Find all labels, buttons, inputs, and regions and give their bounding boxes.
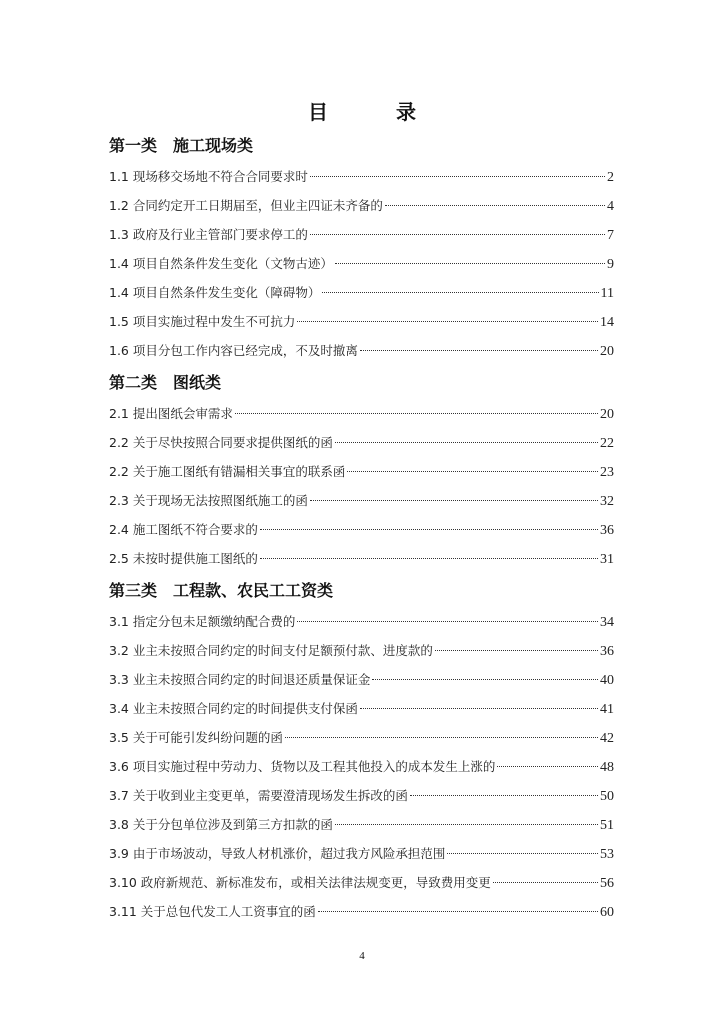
toc-entry-page: 48 — [600, 760, 614, 775]
table-of-contents — [109, 130, 614, 926]
toc-entry[interactable] — [109, 665, 614, 694]
toc-entry[interactable] — [109, 486, 614, 515]
toc-entry-label: 2.3 关于现场无法按照图纸施工的函 — [109, 493, 308, 508]
dot-leader — [335, 824, 598, 825]
toc-entry[interactable] — [109, 249, 614, 278]
dot-leader — [260, 558, 598, 559]
toc-entry-label: 3.6 项目实施过程中劳动力、货物以及工程其他投入的成本发生上涨的 — [109, 759, 496, 774]
dot-leader — [410, 795, 598, 796]
toc-entry-page: 40 — [600, 673, 614, 688]
toc-entry-label: 3.7 关于收到业主变更单，需要澄清现场发生拆改的函 — [109, 788, 408, 803]
toc-entry[interactable] — [109, 636, 614, 665]
toc-entry-label: 3.11 关于总包代发工人工资事宜的函 — [109, 904, 316, 919]
toc-entry-label: 3.1 指定分包未足额缴纳配合费的 — [109, 614, 296, 629]
dot-leader — [318, 911, 598, 912]
toc-entry-page: 36 — [600, 644, 614, 659]
toc-entry-label: 2.2 关于施工图纸有错漏相关事宜的联系函 — [109, 464, 346, 479]
toc-entry[interactable] — [109, 278, 614, 307]
toc-entry-page: 23 — [600, 465, 614, 480]
toc-section — [109, 575, 614, 926]
toc-entry-page: 50 — [600, 789, 614, 804]
toc-entry-page: 42 — [600, 731, 614, 746]
dot-leader — [297, 621, 598, 622]
toc-entry[interactable] — [109, 191, 614, 220]
toc-entry[interactable] — [109, 220, 614, 249]
toc-entry-label: 3.9 由于市场波动，导致人材机涨价，超过我方风险承担范围 — [109, 846, 446, 861]
dot-leader — [360, 708, 598, 709]
toc-entry-label: 1.4 项目自然条件发生变化（障碍物） — [109, 285, 321, 300]
toc-entry[interactable] — [109, 162, 614, 191]
toc-section — [109, 367, 614, 573]
toc-entry[interactable] — [109, 868, 614, 897]
toc-entry[interactable] — [109, 781, 614, 810]
page-title: 目 录 — [308, 100, 440, 124]
toc-entry-label: 2.5 未按时提供施工图纸的 — [109, 551, 258, 566]
section-heading: 第三类 工程款、农民工工资类 — [109, 581, 334, 600]
dot-leader — [447, 853, 598, 854]
dot-leader — [310, 234, 605, 235]
toc-entry-page: 9 — [607, 257, 614, 272]
toc-entry[interactable] — [109, 810, 614, 839]
toc-entry-label: 2.2 关于尽快按照合同要求提供图纸的函 — [109, 435, 333, 450]
section-heading: 第一类 施工现场类 — [109, 136, 254, 155]
dot-leader — [260, 529, 598, 530]
dot-leader — [335, 442, 598, 443]
toc-entry[interactable] — [109, 428, 614, 457]
toc-entry-label: 1.6 项目分包工作内容已经完成，不及时撤离 — [109, 343, 358, 358]
toc-entry[interactable] — [109, 897, 614, 926]
toc-entry[interactable] — [109, 336, 614, 365]
toc-entry[interactable] — [109, 839, 614, 868]
toc-entry-page: 14 — [600, 315, 614, 330]
dot-leader — [347, 471, 598, 472]
toc-entry-label: 2.1 提出图纸会审需求 — [109, 406, 233, 421]
toc-entry-page: 4 — [607, 199, 614, 214]
toc-entry-page: 31 — [600, 552, 614, 567]
toc-entry-label: 2.4 施工图纸不符合要求的 — [109, 522, 258, 537]
toc-entry[interactable] — [109, 694, 614, 723]
section-heading: 第二类 图纸类 — [109, 373, 222, 392]
toc-entry-label: 3.3 业主未按照合同约定的时间退还质量保证金 — [109, 672, 371, 687]
dot-leader — [493, 882, 598, 883]
toc-entry-label: 1.2 合同约定开工日期届至，但业主四证未齐备的 — [109, 198, 383, 213]
toc-entry-label: 1.3 政府及行业主管部门要求停工的 — [109, 227, 308, 242]
toc-entry[interactable] — [109, 607, 614, 636]
toc-entry[interactable] — [109, 752, 614, 781]
dot-leader — [235, 413, 598, 414]
toc-entry-label: 1.4 项目自然条件发生变化（文物古迹） — [109, 256, 333, 271]
dot-leader — [497, 766, 598, 767]
toc-entry-page: 32 — [600, 494, 614, 509]
page-number: 4 — [359, 950, 365, 962]
dot-leader — [310, 176, 605, 177]
toc-entry[interactable] — [109, 544, 614, 573]
toc-entry-label: 1.1 现场移交场地不符合合同要求时 — [109, 169, 308, 184]
dot-leader — [310, 500, 598, 501]
toc-entry-label: 3.5 关于可能引发纠纷问题的函 — [109, 730, 283, 745]
toc-section — [109, 130, 614, 365]
dot-leader — [360, 350, 598, 351]
toc-entry-label: 3.2 业主未按照合同约定的时间支付足额预付款、进度款的 — [109, 643, 433, 658]
toc-entry-page: 20 — [600, 344, 614, 359]
toc-entry-page: 2 — [607, 170, 614, 185]
dot-leader — [435, 650, 598, 651]
toc-entry-page: 41 — [600, 702, 614, 717]
toc-entry-label: 3.4 业主未按照合同约定的时间提供支付保函 — [109, 701, 358, 716]
dot-leader — [322, 292, 598, 293]
dot-leader — [335, 263, 605, 264]
toc-entry-label: 3.10 政府新规范、新标准发布，或相关法律法规变更，导致费用变更 — [109, 875, 491, 890]
toc-entry-page: 34 — [600, 615, 614, 630]
toc-entry[interactable] — [109, 307, 614, 336]
toc-entry-page: 60 — [600, 905, 614, 920]
toc-entry-page: 11 — [600, 286, 614, 301]
dot-leader — [385, 205, 605, 206]
dot-leader — [372, 679, 598, 680]
toc-entry-page: 36 — [600, 523, 614, 538]
toc-entry-page: 51 — [600, 818, 614, 833]
toc-entry[interactable] — [109, 399, 614, 428]
toc-entry-page: 53 — [600, 847, 614, 862]
dot-leader — [297, 321, 598, 322]
toc-entry[interactable] — [109, 457, 614, 486]
dot-leader — [285, 737, 598, 738]
toc-entry-label: 3.8 关于分包单位涉及到第三方扣款的函 — [109, 817, 333, 832]
toc-entry-label: 1.5 项目实施过程中发生不可抗力 — [109, 314, 296, 329]
toc-entry[interactable] — [109, 515, 614, 544]
toc-entry[interactable] — [109, 723, 614, 752]
toc-entry-page: 7 — [607, 228, 614, 243]
toc-entry-page: 56 — [600, 876, 614, 891]
toc-entry-page: 20 — [600, 407, 614, 422]
toc-entry-page: 22 — [600, 436, 614, 451]
